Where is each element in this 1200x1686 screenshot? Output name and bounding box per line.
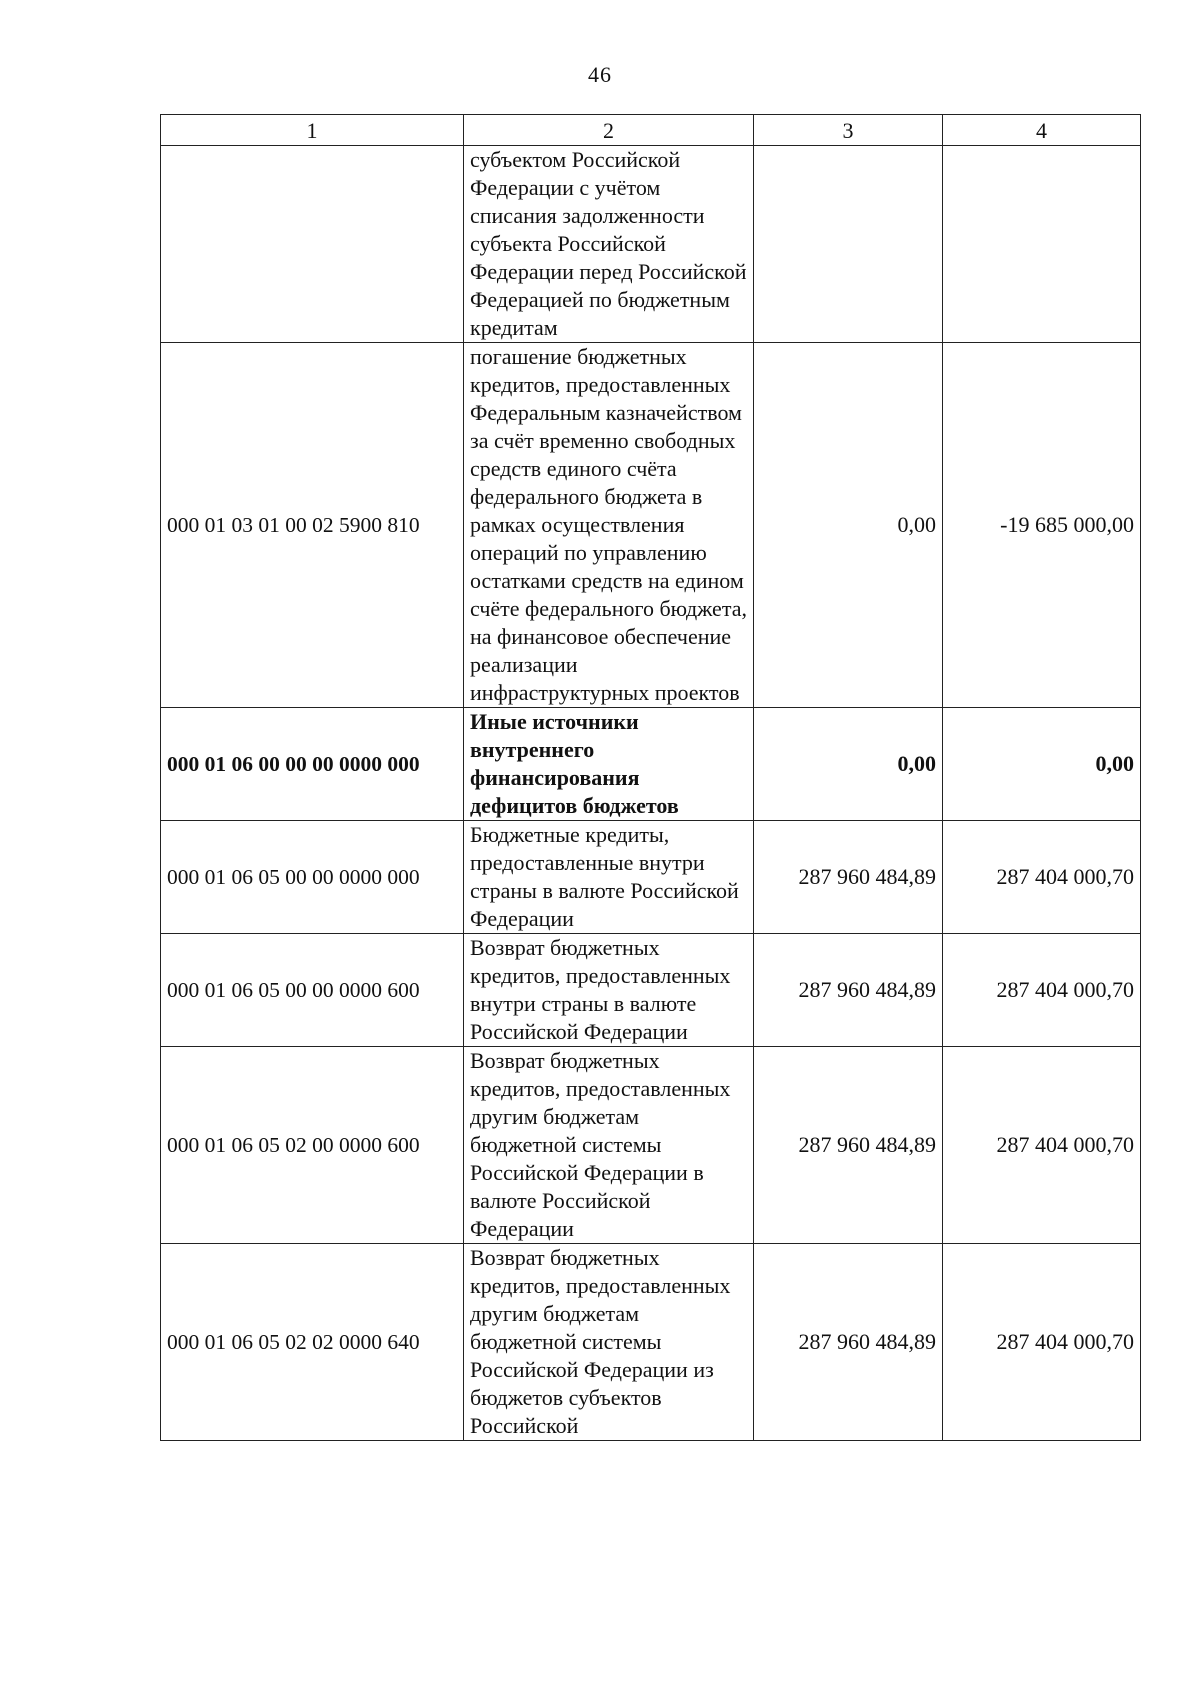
- table-header-row: [161, 115, 1141, 146]
- amount-col4-cell: 287 404 000,70: [943, 821, 1141, 934]
- amount-col3-cell: 287 960 484,89: [754, 821, 943, 934]
- table-row: [161, 1047, 1141, 1244]
- column-header-3: 3: [754, 115, 943, 146]
- budget-code-cell: 000 01 06 05 00 00 0000 600: [161, 934, 464, 1047]
- table-row: [161, 821, 1141, 934]
- table-row: [161, 1244, 1141, 1441]
- table-row: [161, 343, 1141, 708]
- budget-code-cell: 000 01 06 00 00 00 0000 000: [161, 708, 464, 821]
- amount-col3-cell: 287 960 484,89: [754, 1244, 943, 1441]
- amount-col3-cell: 287 960 484,89: [754, 934, 943, 1047]
- amount-col4-cell: 287 404 000,70: [943, 934, 1141, 1047]
- source-name-cell: Иные источники внутреннего финансирования дефицитов бюджетов: [464, 708, 754, 821]
- amount-col3-cell: [754, 146, 943, 343]
- budget-sources-table: [160, 114, 1141, 1441]
- amount-col3-cell: 0,00: [754, 343, 943, 708]
- source-name-cell: Бюджетные кредиты, предоставленные внутри страны в валюте Российской Федерации: [464, 821, 754, 934]
- source-name-cell: субъектом Российской Федерации с учётом списания задолженности субъекта Российской Федерации перед Российской Федерацией по бюджетным кредитам: [464, 146, 754, 343]
- amount-col3-cell: 0,00: [754, 708, 943, 821]
- source-name-cell: Возврат бюджетных кредитов, предоставленных другим бюджетам бюджетной системы Российской Федерации из бюджетов субъектов Российской: [464, 1244, 754, 1441]
- budget-code-cell: [161, 146, 464, 343]
- budget-code-cell: 000 01 06 05 02 00 0000 600: [161, 1047, 464, 1244]
- source-name-cell: Возврат бюджетных кредитов, предоставленных другим бюджетам бюджетной системы Российской Федерации в валюте Российской Федерации: [464, 1047, 754, 1244]
- budget-code-cell: 000 01 06 05 00 00 0000 000: [161, 821, 464, 934]
- table-row: [161, 934, 1141, 1047]
- amount-col4-cell: 287 404 000,70: [943, 1244, 1141, 1441]
- amount-col3-cell: 287 960 484,89: [754, 1047, 943, 1244]
- column-header-1: 1: [161, 115, 464, 146]
- column-header-4: 4: [943, 115, 1141, 146]
- table-row-section-total: [161, 708, 1141, 821]
- amount-col4-cell: 0,00: [943, 708, 1141, 821]
- source-name-cell: Возврат бюджетных кредитов, предоставленных внутри страны в валюте Российской Федерации: [464, 934, 754, 1047]
- table-row: [161, 146, 1141, 343]
- budget-code-cell: 000 01 03 01 00 02 5900 810: [161, 343, 464, 708]
- budget-code-cell: 000 01 06 05 02 02 0000 640: [161, 1244, 464, 1441]
- amount-col4-cell: [943, 146, 1141, 343]
- column-header-2: 2: [464, 115, 754, 146]
- amount-col4-cell: 287 404 000,70: [943, 1047, 1141, 1244]
- amount-col4-cell: -19 685 000,00: [943, 343, 1141, 708]
- source-name-cell: погашение бюджетных кредитов, предоставленных Федеральным казначейством за счёт временно свободных средств единого счёта федерального бюджета в рамках осуществления операций по управлению остатками средств на едином счёте федерального бюджета, на финансовое обеспечение реализации инфраструктурных проектов: [464, 343, 754, 708]
- page-number: 46: [588, 62, 612, 87]
